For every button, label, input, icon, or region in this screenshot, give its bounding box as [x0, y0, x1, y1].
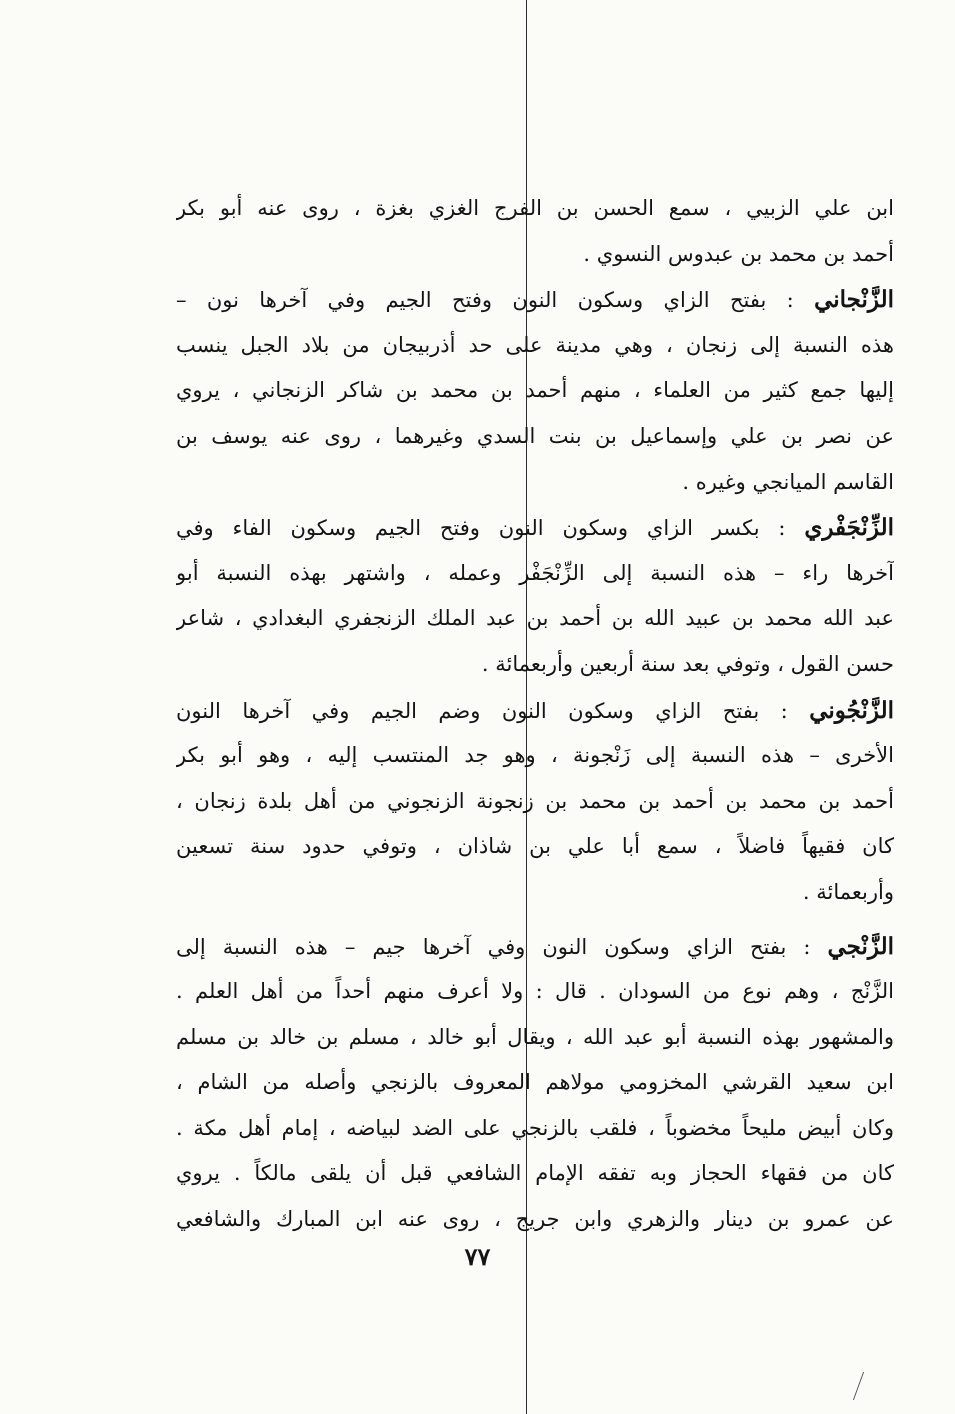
text-line: [176, 688, 894, 734]
page-number: ٧٧: [464, 1242, 491, 1271]
line-text: : بكسر الزاي وسكون النون وفتح الجيم وسكون الفاء وفي: [176, 516, 805, 541]
text-line: [176, 1197, 894, 1243]
line-text: وأربعمائة .: [802, 879, 894, 904]
entry-term: الزَّنْجُوني: [809, 696, 894, 724]
text-line: [176, 277, 894, 323]
entry-term: الزِّنْجَفْري: [804, 514, 894, 542]
text-line: [176, 232, 894, 278]
text-line: [176, 969, 894, 1015]
text-line: [176, 824, 894, 870]
text-line: [176, 368, 894, 414]
line-text: وكان أبيض مليحاً مخضوباً ، فلقب بالزنجي على الضد لبياضه ، إمام أهل مكة .: [176, 1115, 894, 1140]
text-line: [176, 551, 894, 597]
page-text-block: [176, 186, 894, 1243]
text-line: [176, 642, 894, 688]
line-text: : بفتح الزاي وسكون النون وفتح الجيم وفي آخرها نون –: [176, 288, 815, 313]
text-line: [176, 323, 894, 369]
line-text: حسن القول ، وتوفي بعد سنة أربعين وأربعمائة .: [481, 651, 894, 676]
text-line: [176, 1060, 894, 1106]
line-text: كان فقيهاً فاضلاً ، سمع أبا علي بن شاذان ، وتوفي حدود سنة تسعين: [176, 834, 894, 859]
line-text: أحمد بن محمد بن عبدوس النسوي .: [583, 241, 894, 266]
line-text: هذه النسبة إلى زنجان ، وهي مدينة على حد أذربيجان من بلاد الجبل ينسب: [176, 332, 894, 357]
line-text: ابن سعيد القرشي المخزومي مولاهم المعروف بالزنجي وأصله من الشام ،: [176, 1070, 894, 1095]
line-text: : بفتح الزاي وسكون النون وضم الجيم وفي آخرها النون: [176, 698, 810, 723]
line-text: : بفتح الزاي وسكون النون وفي آخرها جيم – هذه النسبة إلى: [176, 934, 828, 959]
line-text: والمشهور بهذه النسبة أبو عبد الله ، ويقال أبو خالد ، مسلم بن خالد بن مسلم: [176, 1024, 894, 1049]
line-text: عن عمرو بن دينار والزهري وابن جريج ، روى عنه ابن المبارك والشافعي: [176, 1207, 894, 1232]
text-line: [176, 1151, 894, 1197]
line-text: إليها جمع كثير من العلماء ، منهم أحمد بن محمد بن شاكر الزنجاني ، يروي: [176, 378, 894, 403]
line-text: ابن علي الزبيي ، سمع الحسن بن الفرج الغزي بغزة ، روى عنه أبو بكر: [176, 196, 894, 220]
line-text: آخرها راء – هذه النسبة إلى الزِّنْجَفْر وعمله ، واشتهر بهذه النسبة أبو: [176, 560, 894, 585]
line-text: كان من فقهاء الحجاز وبه تفقه الإمام الشافعي قبل أن يلقى مالكاً . يروي: [176, 1161, 894, 1186]
entry-term: الزَّنْجي: [827, 932, 894, 960]
text-line: [176, 1015, 894, 1061]
text-line: [176, 870, 894, 916]
line-text: أحمد بن محمد بن أحمد بن محمد بن زنجونة الزنجوني من أهل بلدة زنجان ،: [176, 788, 894, 813]
text-line: [176, 779, 894, 825]
line-text: الأخرى – هذه النسبة إلى زَنْجونة ، وهو جد المنتسب إليه ، وهو أبو بكر: [176, 743, 894, 768]
entry-term: الزَّنْجاني: [814, 286, 894, 314]
text-line: [176, 596, 894, 642]
line-text: عبد الله محمد بن عبيد الله بن أحمد بن عبد الملك الزنجفري البغدادي ، شاعر: [176, 606, 894, 631]
text-line: [176, 924, 894, 970]
stray-pen-mark: [853, 1372, 872, 1400]
text-line: [176, 505, 894, 551]
text-line: [176, 460, 894, 506]
entry-gap: [176, 916, 894, 924]
text-line: [176, 1106, 894, 1152]
text-line: [176, 733, 894, 779]
line-text: الزَّنْج ، وهم نوع من السودان . قال : ولا أعرف منهم أحداً من أهل العلم .: [176, 979, 894, 1004]
text-line: [176, 414, 894, 460]
text-line: [176, 186, 894, 232]
line-text: عن نصر بن علي وإسماعيل بن بنت السدي وغيرهما ، روى عنه يوسف بن: [176, 423, 894, 448]
line-text: القاسم الميانجي وغيره .: [682, 469, 894, 494]
